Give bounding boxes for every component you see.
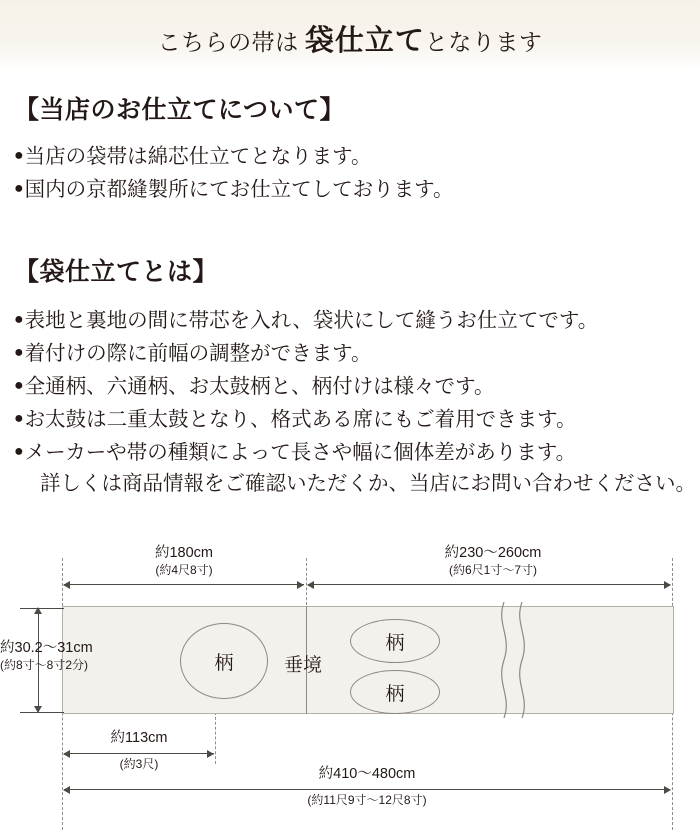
bullet-text: お太鼓は二重太鼓となり、格式ある席にもご着用できます。 bbox=[24, 409, 577, 431]
bullet-item bbox=[14, 173, 686, 206]
bullet-item bbox=[14, 370, 686, 403]
measure-top-left-primary: 約180cm bbox=[154, 545, 214, 561]
measure-bottom-left-primary: 約113cm bbox=[110, 730, 168, 746]
pattern-label: 柄 bbox=[385, 632, 405, 654]
measure-total-sub bbox=[247, 792, 487, 808]
arrow-right-icon bbox=[664, 581, 671, 589]
bullet-item bbox=[14, 304, 686, 337]
measure-total-line bbox=[64, 789, 670, 790]
measure-bottom-left-label bbox=[79, 730, 199, 747]
bullet-dot-icon: ● bbox=[14, 311, 24, 328]
measure-total-label bbox=[247, 766, 487, 783]
section-about-tailoring bbox=[14, 90, 686, 206]
pattern-ellipse-large bbox=[180, 623, 268, 699]
section-note: 詳しくは商品情報をご確認いただくか、当店にお問い合わせください。 bbox=[40, 473, 696, 495]
divider-label: 垂境 bbox=[284, 655, 323, 676]
pattern-label: 柄 bbox=[214, 652, 234, 674]
page-title bbox=[0, 18, 700, 59]
bullet-item bbox=[14, 337, 686, 370]
obi-dimension-diagram bbox=[0, 540, 700, 840]
section-heading: 【当店のお仕立てについて】 bbox=[14, 97, 346, 124]
measure-total-secondary: (約11尺9寸〜12尺8寸) bbox=[307, 793, 427, 807]
measure-top-left-line bbox=[64, 584, 304, 585]
bullet-text: メーカーや帯の種類によって長さや幅に個体差があります。 bbox=[24, 442, 577, 464]
arrow-right-icon bbox=[207, 750, 214, 758]
bullet-dot-icon: ● bbox=[14, 147, 24, 164]
arrow-left-icon bbox=[307, 581, 314, 589]
measure-top-right-label bbox=[398, 545, 588, 578]
measure-total-primary: 約410〜480cm bbox=[318, 766, 416, 782]
measure-top-right-line bbox=[308, 584, 670, 585]
measure-top-right-secondary: (約6尺1寸〜7寸) bbox=[448, 563, 537, 577]
bullet-item bbox=[14, 140, 686, 173]
bullet-dot-icon: ● bbox=[14, 443, 24, 460]
obi-break-wave-icon bbox=[492, 602, 532, 718]
measure-height-label bbox=[0, 640, 120, 673]
height-tick-bottom bbox=[20, 712, 64, 713]
bullet-text: 当店の袋帯は綿芯仕立てとなります。 bbox=[24, 146, 372, 168]
measure-bottom-left-sub bbox=[79, 756, 199, 772]
arrow-right-icon bbox=[664, 786, 671, 794]
measure-height-primary: 約30.2〜31cm bbox=[0, 640, 93, 656]
measure-bottom-left-secondary: (約3尺) bbox=[119, 757, 159, 771]
bullet-text: 全通柄、六通柄、お太鼓柄と、柄付けは様々です。 bbox=[24, 376, 495, 398]
arrow-right-icon bbox=[297, 581, 304, 589]
header-suffix: となります bbox=[424, 30, 543, 55]
measure-bottom-left-line bbox=[64, 753, 214, 754]
bullet-text: 表地と裏地の間に帯芯を入れ、袋状にして縫うお仕立てです。 bbox=[24, 310, 599, 332]
bullet-dot-icon: ● bbox=[14, 377, 24, 394]
height-tick-top bbox=[20, 608, 64, 609]
arrow-left-icon bbox=[63, 750, 70, 758]
section-what-is-fukuro bbox=[14, 252, 696, 500]
arrow-left-icon bbox=[63, 581, 70, 589]
bullet-dot-icon: ● bbox=[14, 344, 24, 361]
header-prefix: こちらの帯は bbox=[157, 30, 305, 55]
measure-height-secondary: (約8寸〜8寸2分) bbox=[0, 658, 89, 672]
measure-top-right-primary: 約230〜260cm bbox=[444, 545, 542, 561]
bullet-text: 国内の京都縫製所にてお仕立てしております。 bbox=[24, 179, 454, 201]
bullet-dot-icon: ● bbox=[14, 410, 24, 427]
section-heading: 【袋仕立てとは】 bbox=[14, 259, 219, 286]
bullet-item bbox=[14, 403, 686, 436]
pattern-ellipse-lower bbox=[350, 670, 440, 714]
bullet-text: 着付けの際に前幅の調整ができます。 bbox=[24, 343, 372, 365]
pattern-label: 柄 bbox=[385, 683, 405, 705]
guide-line-113 bbox=[215, 712, 216, 764]
measure-top-left-secondary: (約4尺8寸) bbox=[155, 563, 213, 577]
pattern-ellipse-upper bbox=[350, 619, 440, 663]
arrow-left-icon bbox=[63, 786, 70, 794]
measure-top-left-label bbox=[94, 545, 274, 578]
header-emphasis: 袋仕立て bbox=[304, 25, 425, 57]
bullet-item bbox=[14, 436, 686, 469]
bullet-dot-icon: ● bbox=[14, 180, 24, 197]
